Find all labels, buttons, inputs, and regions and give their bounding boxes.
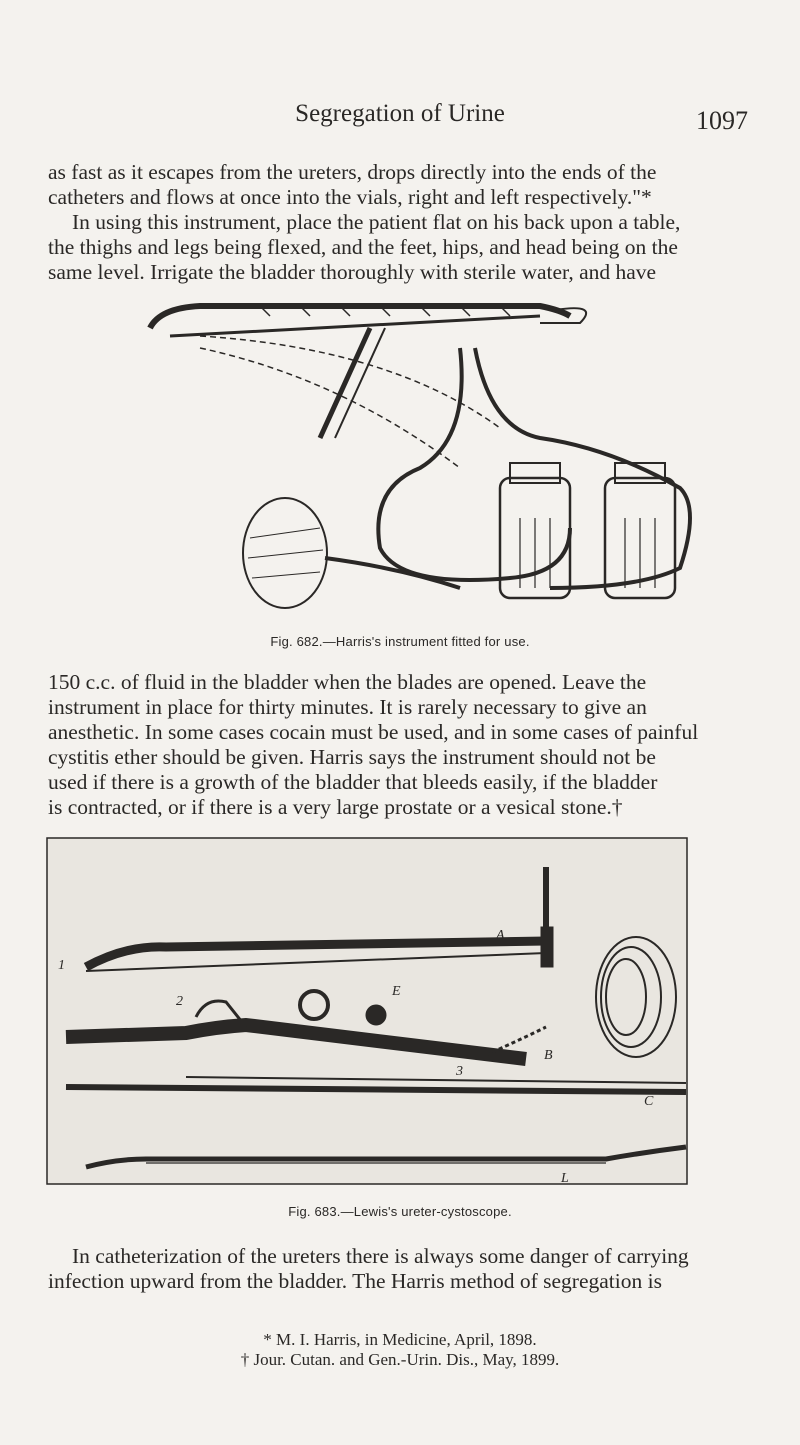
- paragraph-3: [48, 670, 758, 820]
- text-line: as fast as it escapes from the ureters, drops directly into the ends of the: [48, 160, 657, 184]
- footnote: * M. I. Harris, in Medicine, April, 1898.: [263, 1330, 537, 1349]
- text-line: is contracted, or if there is a very large prostate or a vesical stone.†: [48, 795, 623, 819]
- text-line: 150 c.c. of fluid in the bladder when the blades are opened. Leave the: [48, 670, 647, 694]
- running-head: [40, 100, 760, 135]
- running-title: Segregation of Urine: [295, 100, 505, 127]
- text-line: same level. Irrigate the bladder thoroughly with sterile water, and have: [48, 260, 657, 284]
- text-line: the thighs and legs being flexed, and the feet, hips, and head being on the: [48, 235, 678, 259]
- text-line: anesthetic. In some cases cocain must be used, and in some cases of painful: [48, 720, 699, 744]
- text-line: catheters and flows at once into the vials, right and left respectively."*: [48, 185, 652, 209]
- text-line: In using this instrument, place the patient flat on his back upon a table,: [72, 210, 681, 234]
- footnote: † Jour. Cutan. and Gen.-Urin. Dis., May, 1899.: [240, 1350, 560, 1369]
- label-a: A: [496, 928, 505, 943]
- rubber-bulb: [243, 498, 327, 608]
- paragraph-2: [48, 210, 758, 285]
- text-line: used if there is a growth of the bladder that bleeds easily, if the bladder: [48, 770, 658, 794]
- figure-683-lewis-cystoscope: [46, 837, 688, 1185]
- text-line: In catheterization of the ureters there is always some danger of carrying: [72, 1244, 689, 1268]
- text-line: infection upward from the bladder. The Harris method of segregation is: [48, 1269, 662, 1293]
- label-c: C: [644, 1094, 654, 1109]
- text-line: instrument in place for thirty minutes. It is rarely necessary to give an: [48, 695, 647, 719]
- figure-682-caption: Fig. 682.—Harris's instrument fitted for use.: [270, 634, 530, 649]
- label-3: 3: [456, 1064, 463, 1079]
- figure-682-harris-instrument: [140, 288, 700, 618]
- figure-683-caption: Fig. 683.—Lewis's ureter-cystoscope.: [288, 1204, 512, 1219]
- tube-right: [475, 348, 690, 588]
- text-line: cystitis ether should be given. Harris says the instrument should not be: [48, 745, 656, 769]
- label-b: B: [544, 1048, 553, 1063]
- footnotes: [0, 1330, 800, 1370]
- page-number: 1097: [696, 106, 748, 135]
- label-2: 2: [176, 994, 183, 1009]
- label-l: L: [561, 1171, 569, 1185]
- paragraph-1: [48, 160, 758, 210]
- label-e: E: [392, 984, 401, 999]
- label-1: 1: [58, 958, 65, 973]
- paragraph-4: [48, 1244, 758, 1294]
